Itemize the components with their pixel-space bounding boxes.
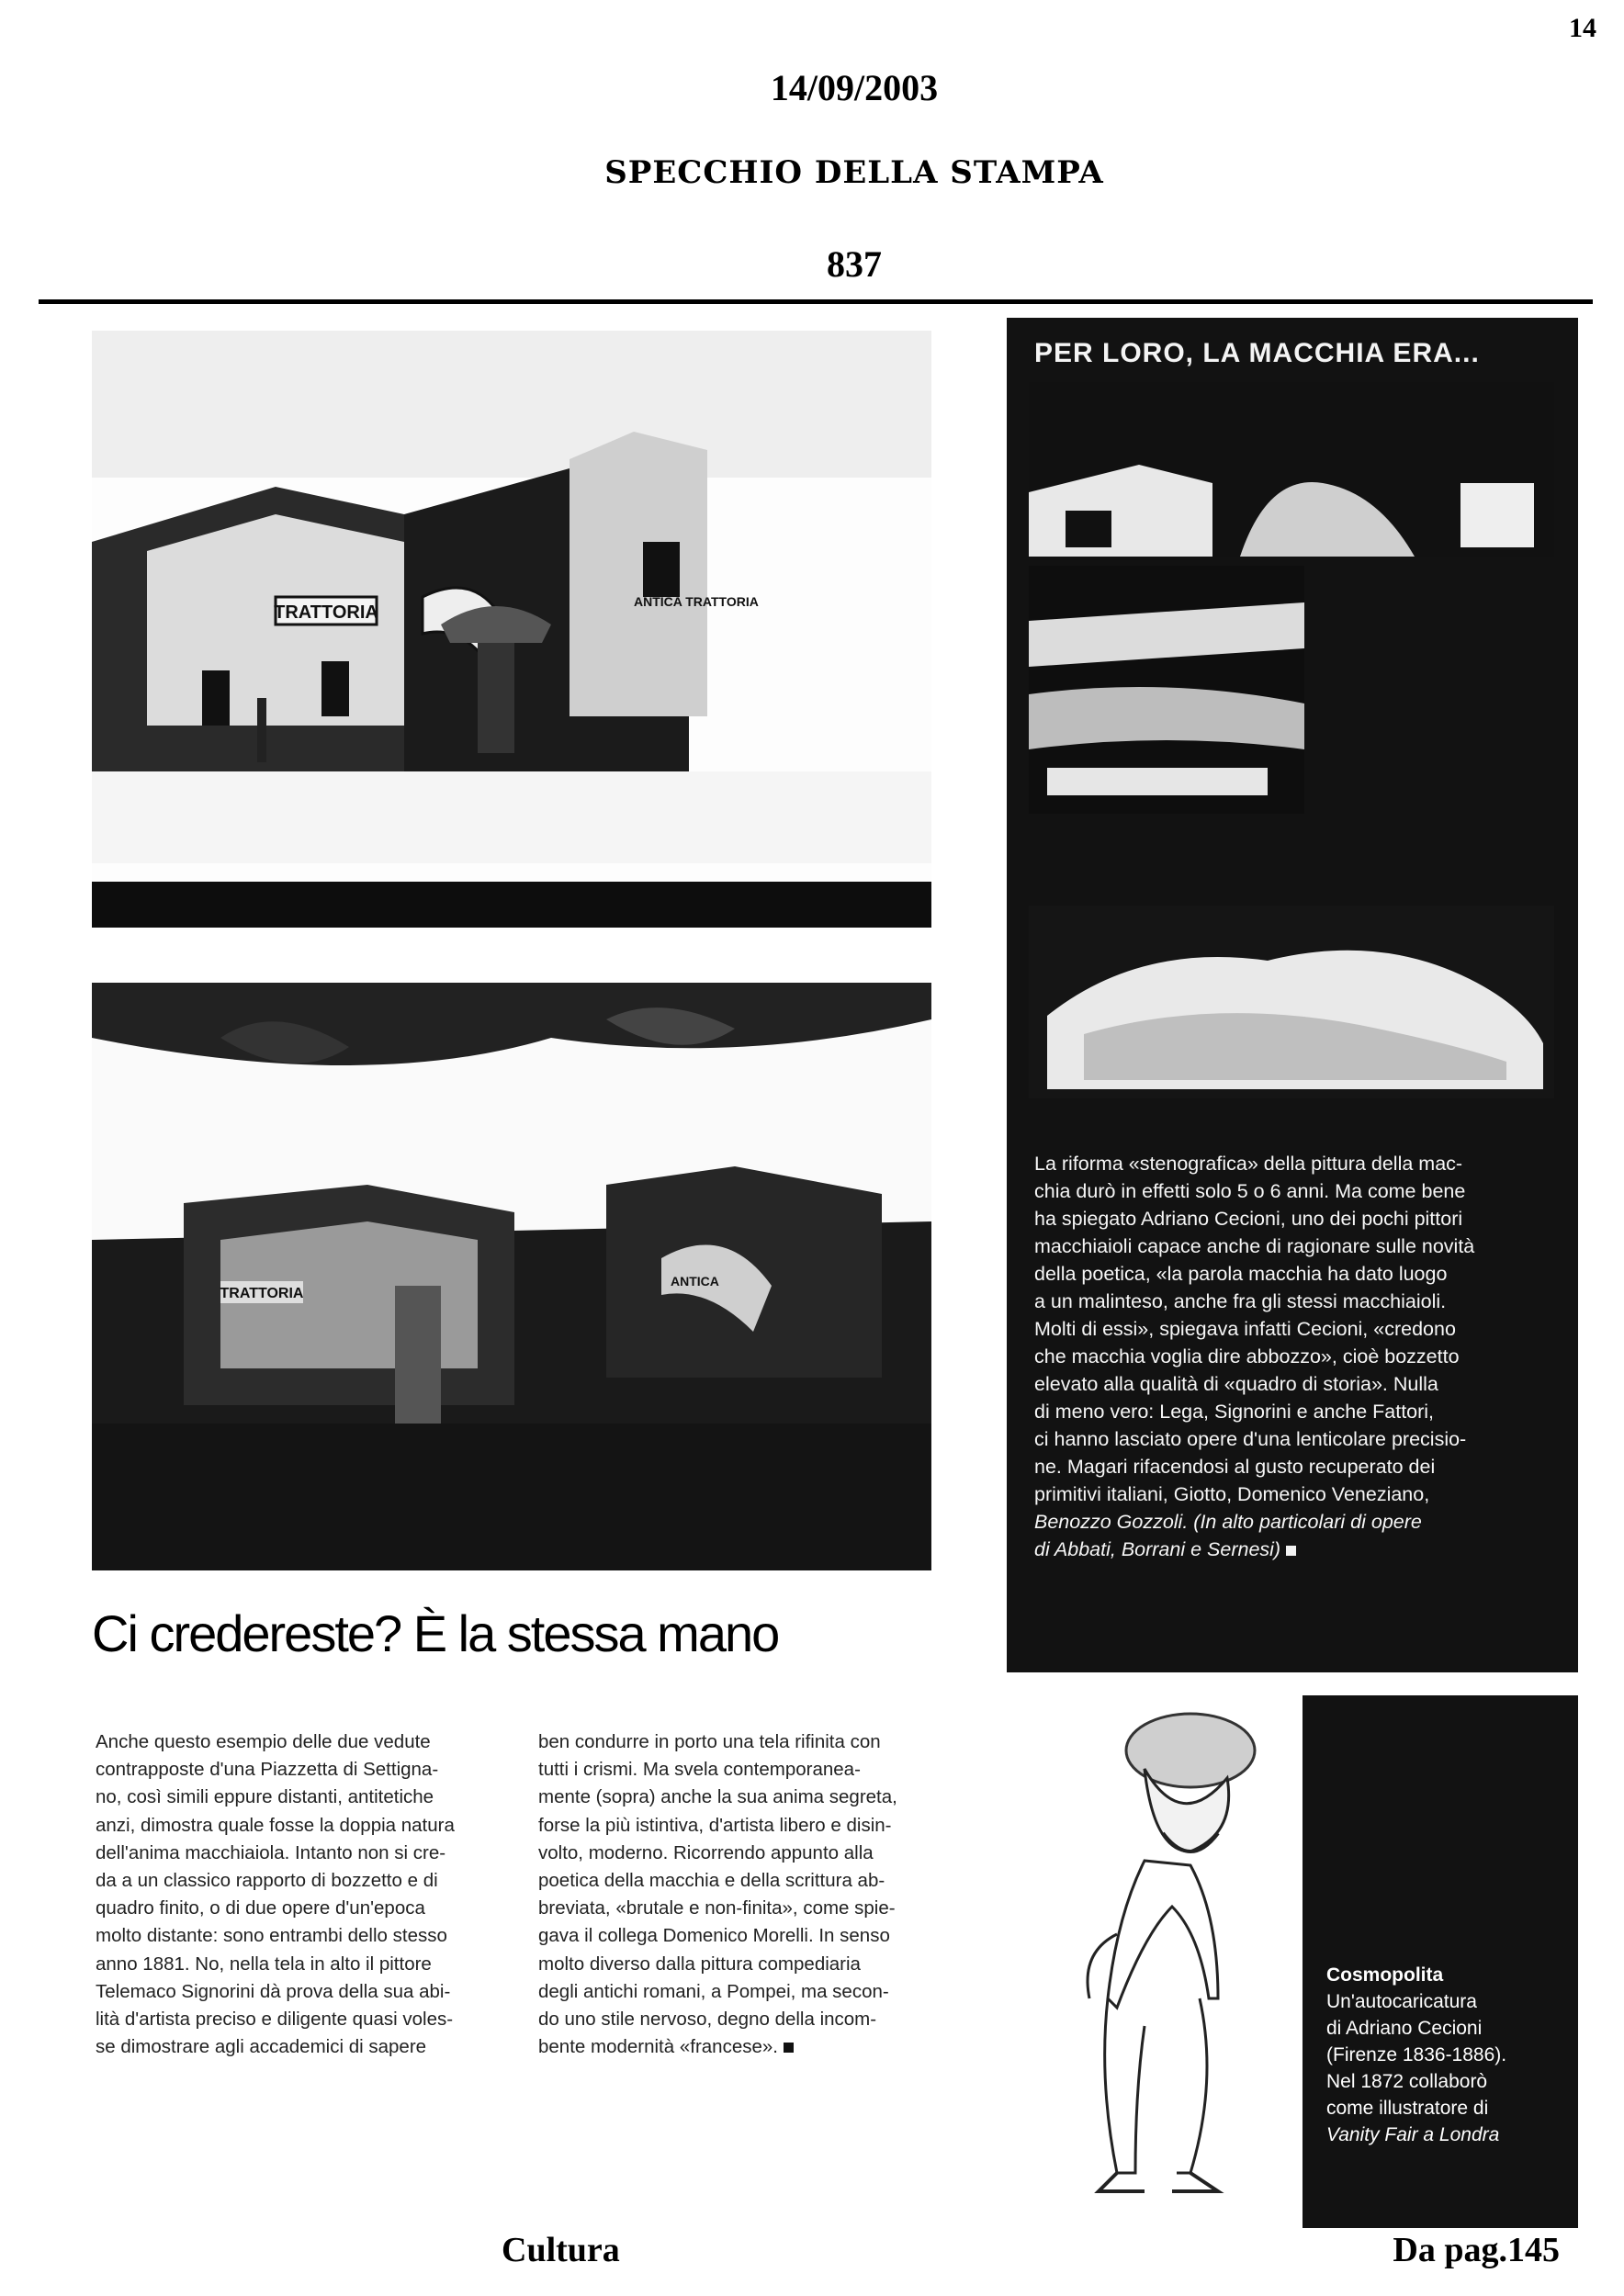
page-reference: Da pag.145	[1393, 2231, 1560, 2269]
detail-image-sernesi	[1029, 906, 1554, 1098]
col1-line: Telemaco Signorini dà prova della sua abi-	[96, 1980, 451, 2002]
col2-line: molto diverso dalla pittura compediaria	[538, 1953, 861, 1975]
caption-text	[1326, 1962, 1574, 2148]
sign-trattoria: TRATTORIA	[274, 602, 378, 623]
caption-line: (Firenze 1836-1886).	[1326, 2044, 1507, 2065]
end-mark-icon	[1286, 1546, 1296, 1556]
col1-line: da a un classico rapporto di bozzetto e di	[96, 1870, 438, 1892]
col1-line: quadro finito, o di due opere d'un'epoca	[96, 1897, 425, 1919]
sidebar-line: Molti di essi», spiegava infatti Cecioni, «credono	[1034, 1318, 1456, 1340]
caption-line: come illustratore di	[1326, 2098, 1489, 2119]
sidebar-line: di meno vero: Lega, Signorini e anche Fattori,	[1034, 1401, 1435, 1423]
sidebar-box	[1007, 318, 1578, 1672]
sidebar-line: ci hanno lasciato opere d'una lenticolare precisio-	[1034, 1428, 1467, 1450]
sidebar-line: a un malinteso, anche fra gli stessi macchiaioli.	[1034, 1290, 1447, 1312]
header-rule	[39, 299, 1593, 304]
col2-line: ben condurre in porto una tela rifinita con	[538, 1731, 881, 1752]
sidebar-line: chia durò in effetti solo 5 o 6 anni. Ma come bene	[1034, 1180, 1466, 1202]
col1-line: Anche questo esempio delle due vedute	[96, 1731, 431, 1752]
date: 14/09/2003	[770, 67, 939, 108]
article-column-2	[538, 1728, 935, 2061]
col1-line: contrapposte d'una Piazzetta di Settigna-	[96, 1759, 439, 1781]
caption-line: Nel 1872 collaborò	[1326, 2071, 1488, 2092]
sign-trattoria-sketch: TRATTORIA	[220, 1286, 304, 1301]
caption-line: di Adriano Cecioni	[1326, 2018, 1483, 2039]
photo-piazzetta-sketch	[92, 983, 931, 1570]
sidebar-line: ha spiegato Adriano Cecioni, uno dei pochi pittori	[1034, 1208, 1463, 1230]
sidebar-line: primitivi italiani, Giotto, Domenico Veneziano,	[1034, 1483, 1430, 1505]
col1-line: se dimostrare agli accademici di sapere	[96, 2036, 427, 2058]
source-title: SPECCHIO DELLA STAMPA	[604, 154, 1104, 191]
issue-number: 837	[827, 243, 882, 285]
col2-line-last	[538, 2033, 935, 2061]
caricature-cecioni	[1007, 1695, 1303, 2228]
end-mark-icon	[784, 2043, 794, 2053]
col1-line: molto distante: sono entrambi dello stesso	[96, 1925, 447, 1947]
col1-line: anzi, dimostra quale fosse la doppia natura	[96, 1814, 455, 1836]
caption-box	[1303, 1695, 1578, 2228]
sidebar-title: PER LORO, LA MACCHIA ERA...	[1034, 338, 1480, 368]
section-label: Cultura	[502, 2231, 620, 2269]
sign-antica-sketch: ANTICA	[671, 1274, 719, 1289]
caption-line: Vanity Fair a Londra	[1326, 2124, 1500, 2145]
caption-title: Cosmopolita	[1326, 1964, 1444, 1986]
sidebar-line: macchiaioli capace anche di ragionare sulle novità	[1034, 1235, 1475, 1257]
col1-line: dell'anima macchiaiola. Intanto non si cre-	[96, 1841, 446, 1863]
sidebar-line: elevato alla qualità di «quadro di storia». Nulla	[1034, 1373, 1438, 1395]
col2-line: do uno stile nervoso, degno della incom-	[538, 2009, 877, 2031]
article-column-1	[96, 1728, 509, 2061]
sidebar-line-text: di Abbati, Borrani e Sernesi)	[1034, 1538, 1281, 1560]
headline: Ci credereste? È la stessa mano	[92, 1604, 779, 1662]
sidebar-line-last	[1034, 1536, 1549, 1563]
col1-line: anno 1881. No, nella tela in alto il pittore	[96, 1953, 432, 1975]
page-number: 14	[1569, 13, 1596, 43]
col2-line: volto, moderno. Ricorrendo appunto alla	[538, 1841, 874, 1863]
col2-line: gava il collega Domenico Morelli. In senso	[538, 1925, 890, 1947]
col2-line: tutti i crismi. Ma svela contemporanea-	[538, 1759, 861, 1781]
detail-image-borrani	[1029, 566, 1304, 814]
col1-line: no, così simili eppure distanti, antitetiche	[96, 1786, 434, 1808]
sidebar-line: ne. Magari rifacendosi al gusto recuperato dei	[1034, 1456, 1436, 1478]
caption-line: Un'autocaricatura	[1326, 1991, 1477, 2012]
sidebar-line: che macchia voglia dire abbozzo», cioè bozzetto	[1034, 1345, 1460, 1367]
sidebar-line: La riforma «stenografica» della pittura della mac-	[1034, 1153, 1463, 1175]
col1-line: lità d'artista preciso e diligente quasi voles-	[96, 2009, 454, 2031]
sign-antica-trattoria: ANTICA TRATTORIA	[634, 594, 759, 609]
col2-line: forse la più istintiva, d'artista libero e disin-	[538, 1814, 892, 1836]
col2-line: poetica della macchia e della scrittura ab-	[538, 1870, 885, 1892]
sidebar-text	[1034, 1150, 1549, 1563]
sidebar-line: della poetica, «la parola macchia ha dato luogo	[1034, 1263, 1448, 1285]
sidebar-line: Benozzo Gozzoli. (In alto particolari di opere	[1034, 1511, 1422, 1533]
col2-line: mente (sopra) anche la sua anima segreta,	[538, 1786, 897, 1808]
col2-line-text: bente modernità «francese».	[538, 2036, 778, 2058]
detail-image-abbati	[1029, 382, 1554, 557]
col2-line: degli antichi romani, a Pompei, ma secon-	[538, 1980, 889, 2002]
col2-line: breviata, «brutale e non-finita», come spie-	[538, 1897, 896, 1919]
photo-piazzetta-finished	[92, 331, 931, 928]
